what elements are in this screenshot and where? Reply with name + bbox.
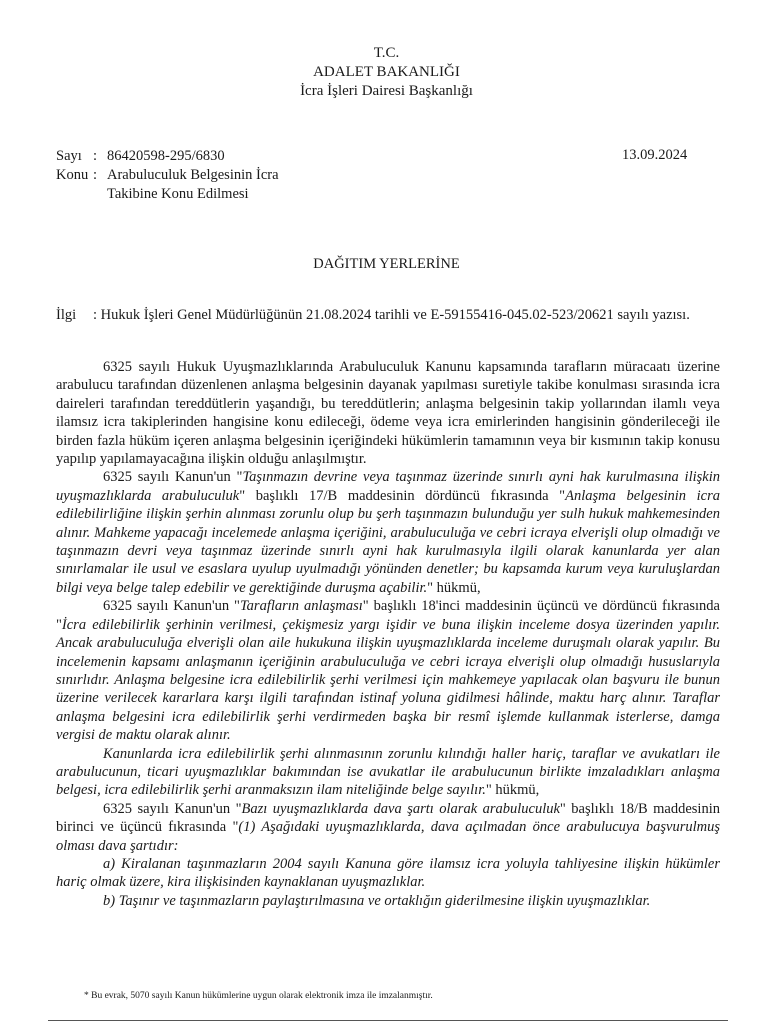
konu-row xyxy=(56,166,279,204)
reference-label: İlgi xyxy=(56,307,77,323)
konu-label: Konu xyxy=(56,167,89,183)
paragraph-2 xyxy=(56,468,720,597)
colon: : xyxy=(93,167,98,183)
list-item-a xyxy=(56,855,720,892)
paragraph-4 xyxy=(56,745,720,800)
reference xyxy=(56,306,720,325)
text: " hükmü, xyxy=(427,579,481,596)
article-title: Tarafların anlaşması xyxy=(239,598,363,615)
letterhead-ministry: ADALET BAKANLIĞI xyxy=(313,64,460,80)
item-text: a) Kiralanan taşınmazların 2004 sayılı Kanuna göre ilamsız icra yoluyla tahliyesine ilişkin hükümler hariç olmak üzere, kira ilişkisinden kaynaklanan uyuşmazlıklar. xyxy=(56,855,720,891)
paragraph-5 xyxy=(56,800,720,855)
article-quote: Kanunlarda icra edilebilirlik şerhi alınmasının zorunlu kılındığı haller hariç, taraflar ve avukatları ile arabulucunun, ticari uyuşmazlıklar bakımından ise avukatlar ile arabulucunun birlikte imzaladıkları anlaşma belgesi, icra edilebilirlik şerhi aranmaksızın ilam niteliğinde belge sayılır. xyxy=(56,745,720,799)
letterhead-country: T.C. xyxy=(373,45,400,61)
sayi-value: 86420598-295/6830 xyxy=(107,148,225,164)
document-meta xyxy=(56,147,279,204)
text: 6325 sayılı Kanun'un " xyxy=(103,800,242,817)
article-quote: Anlaşma belgesinin icra edilebilirliğine ilişkin şerhin alınması zorunlu olup bu şerh taşınmazın bulunduğu yer sulh hukuk mahkemesinden alınır. Mahkeme yapacağı incelemede anlaşma içeriğini, arabuluculuğa ve cebri icraya elverişli olup olmadığı ve taşınmazın devri veya taşınmaz üzerinde sınırlı ayni hak kurulmasıyla ilgili olarak kanunlarda yer alan sınırlamalar ile usul ve esaslara uyulup uyulmadığı yönünden denetler; bu kapsamda kurum veya kuruluşlardan bilgi veya belge talep edebilir ve gerektiğinde duruşma açabilir. xyxy=(56,487,720,596)
distribution-title: DAĞITIM YERLERİNE xyxy=(313,256,460,272)
list-item-b xyxy=(56,892,720,910)
text: " hükmü, xyxy=(485,782,540,799)
reference-text: : Hukuk İşleri Genel Müdürlüğünün 21.08.2024 tarihli ve E-59155416-045.02-523/20621 sayılı yazısı. xyxy=(93,307,690,323)
item-text: b) Taşınır ve taşınmazların paylaştırılmasına ve ortaklığın giderilmesine ilişkin uyuşmazlıklar. xyxy=(103,892,651,909)
footer-divider xyxy=(48,1020,728,1021)
article-title: Bazı uyuşmazlıklarda dava şartı olarak arabuluculuk xyxy=(241,800,560,817)
article-quote: İcra edilebilirlik şerhinin verilmesi, çekişmesiz yargı işidir ve buna ilişkin inceleme dosya üzerinden yapılır. Ancak arabuluculuğa elverişli olan aile hukukuna ilişkin uyuşmazlıklarda inceleme duruşmalı olarak yapılır. Bu incelemenin kapsamı anlaşmanın içeriğinin arabuluculuğa ve cebri icraya elverişli olup olmadığı hususlarıyla sınırlıdır. Anlaşma belgesine icra edilebilirlik şerhi verilmesi için mahkemeye yapılacak olan başvuru ile bunun üzerine verilecek kararlara karşı ilgili tarafından istinaf yoluna gidilmesi hâlinde, maktu harç alınır. Taraflar anlaşma belgesini icra edilebilirlik şerhi verdirmeden başka bir resmî işlemde kullanmak isterlerse, damga vergisi de maktu olarak alınır. xyxy=(56,616,720,744)
letterhead-department: İcra İşleri Dairesi Başkanlığı xyxy=(300,83,473,99)
text: " başlıklı 18/B maddesinin birinci ve üçüncü fıkrasında " xyxy=(56,800,720,836)
text: 6325 sayılı Kanun'un " xyxy=(103,598,240,615)
e-signature-footnote: * Bu evrak, 5070 sayılı Kanun hükümlerine uygun olarak elektronik imza ile imzalanmıştır. xyxy=(84,991,433,1001)
konu-value-line1: Arabuluculuk Belgesinin İcra xyxy=(107,167,279,183)
paragraph-1: 6325 sayılı Hukuk Uyuşmazlıklarında Arabuluculuk Kanunu kapsamında tarafların müracaatı üzerine arabulucu tarafından düzenlenen anlaşma belgesinin dayanak yapılması suretiyle takibe konulması sırasında icra daireleri tarafından tereddütlerin yaşandığı, bu tereddütlerin; anlaşma belgesinin takip yollarından ilamlı veya ilamsız icra takiplerinden hangisine konu edileceği, ödeme veya icra emirlerinden hangisinin gönderileceği ile birden fazla hüküm içeren anlaşma belgesinin içeriğindeki hükümlerin tamamının veya bir kısmının takip konusu yapılıp yapılamayacağına ilişkin olduğu anlaşılmıştır. xyxy=(56,359,720,468)
document-body xyxy=(56,358,720,910)
konu-value-line2: Takibine Konu Edilmesi xyxy=(107,186,249,202)
letterhead xyxy=(0,44,773,101)
sayi-row xyxy=(56,147,279,166)
konu-value xyxy=(107,166,279,204)
text: " başlıklı 18'inci maddesinin üçüncü ve dördüncü fıkrasında " xyxy=(56,598,720,633)
text: " başlıklı 17/B maddesinin dördüncü fıkrasında " xyxy=(239,487,566,504)
document-date: 13.09.2024 xyxy=(622,147,688,163)
article-quote: (1) Aşağıdaki uyuşmazlıklarda, dava açılmadan önce arabulucuya başvurulmuş olması dava şartıdır: xyxy=(56,819,720,854)
sayi-label: Sayı xyxy=(56,148,82,164)
colon: : xyxy=(93,148,98,164)
paragraph-3 xyxy=(56,597,720,744)
article-title: Taşınmazın devrine veya taşınmaz üzerinde sınırlı ayni hak kurulmasına ilişkin uyuşmazlıklarda arabuluculuk xyxy=(56,469,720,504)
text: 6325 sayılı Kanun'un " xyxy=(103,469,243,486)
